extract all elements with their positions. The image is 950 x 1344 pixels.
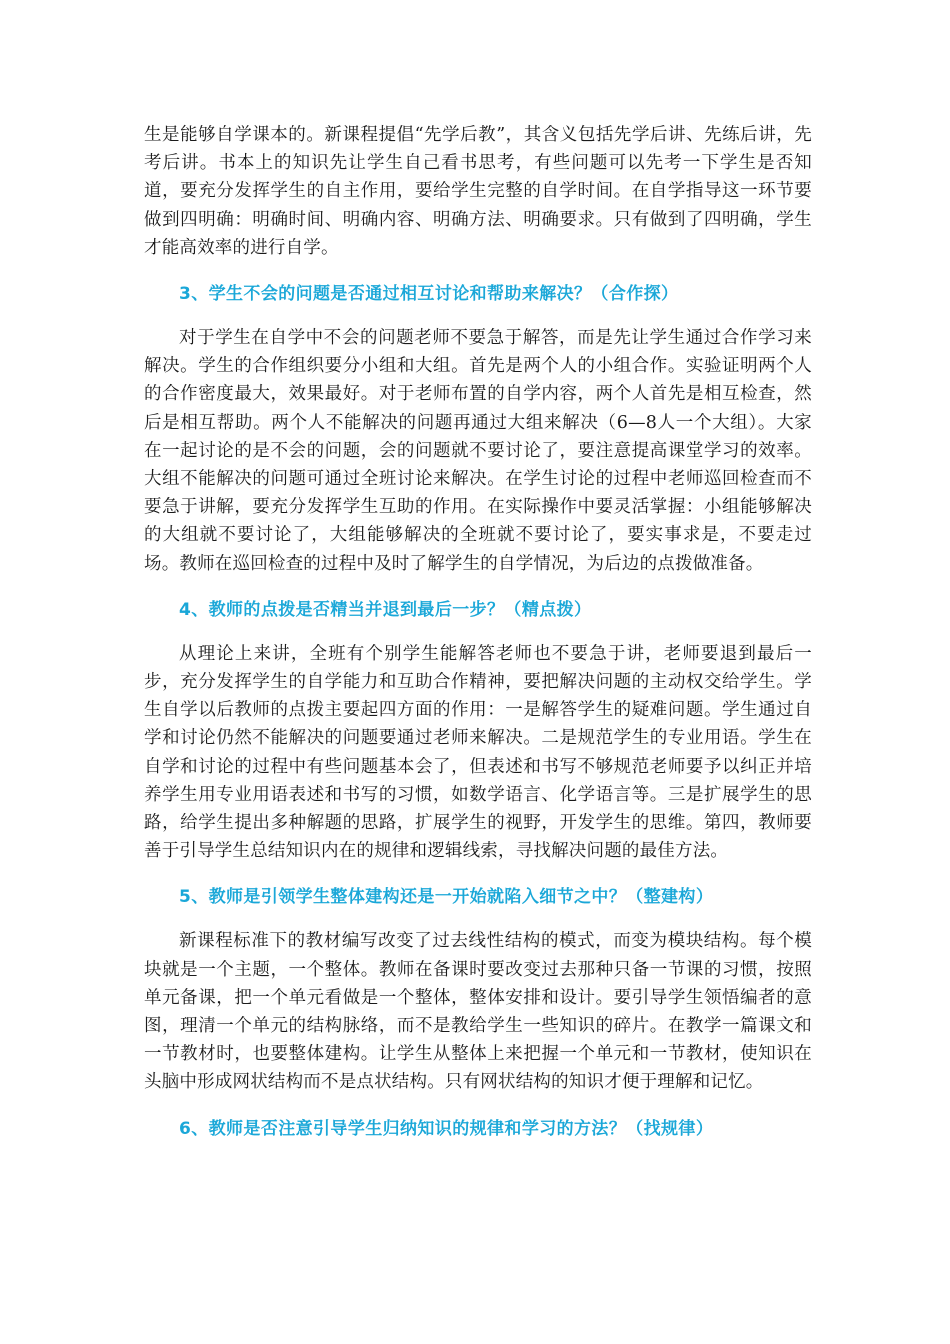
- paragraph-self-study: 生是能够自学课本的。新课程提倡“先学后教”，其含义包括先学后讲、先练后讲，先考后讲。书本上的知识先让学生自己看书思考，有些问题可以先考一下学生是否知道，要充分发挥学生的自主作用，要给学生完整的自学时间。在自学指导这一环节要做到四明确：明确时间、明确内容、明确方法、明确要求。只有做到了四明确，学生才能高效率的进行自学。: [144, 125, 812, 258]
- heading-teacher-guidance: 4、教师的点拨是否精当并退到最后一步？（精点拨）: [179, 599, 592, 620]
- heading-find-patterns: 6、教师是否注意引导学生归纳知识的规律和学习的方法？（找规律）: [179, 1118, 714, 1139]
- spacer: [144, 865, 812, 883]
- paragraph-teacher-guidance: 从理论上来讲，全班有个别学生能解答老师也不要急于讲，老师要退到最后一步，充分发挥学生的自学能力和互助合作精神，要把解决问题的主动权交给学生。学生自学以后教师的点拨主要起四方面的作用：一是解答学生的疑难问题。学生通过自学和讨论仍然不能解决的问题要通过老师来解决。二是规范学生的专业用语。学生在自学和讨论的过程中有些问题基本会了，但表述和书写不够规范老师要予以纠正并培养学生用专业用语表述和书写的习惯，如数学语言、化学语言等。三是扩展学生的思路，给学生提出多种解题的思路，扩展学生的视野，开发学生的思维。第四，教师要善于引导学生总结知识内在的规律和逻辑线索，寻找解决问题的最佳方法。: [144, 643, 812, 862]
- spacer: [144, 262, 812, 280]
- spacer: [144, 308, 812, 324]
- spacer: [144, 1097, 812, 1115]
- paragraph-holistic-construction: 新课程标准下的教材编写改变了过去线性结构的模式，而变为模块结构。每个模块就是一个主题，一个整体。教师在备课时要改变过去那种只备一节课的习惯，按照单元备课，把一个单元看做是一个整体，整体安排和设计。要引导学生领悟编者的意图，理清一个单元的结构脉络，而不是教给学生一些知识的碎片。在教学一篇课文和一节教材时，也要整体建构。让学生从整体上来把握一个单元和一节教材，使知识在头脑中形成网状结构而不是点状结构。只有网状结构的知识才便于理解和记忆。: [144, 931, 812, 1093]
- spacer: [144, 624, 812, 640]
- spacer: [144, 578, 812, 596]
- heading-holistic-construction: 5、教师是引领学生整体建构还是一开始就陷入细节之中？（整建构）: [179, 887, 714, 908]
- spacer: [144, 911, 812, 927]
- heading-cooperative-inquiry: 3、学生不会的问题是否通过相互讨论和帮助来解决？（合作探）: [179, 284, 679, 305]
- paragraph-cooperative-inquiry: 对于学生在自学中不会的问题老师不要急于解答，而是先让学生通过合作学习来解决。学生的合作组织要分小组和大组。首先是两个人的小组合作。实验证明两个人的合作密度最大，效果最好。对于老师布置的自学内容，两个人首先是相互检查，然后是相互帮助。两个人不能解决的问题再通过大组来解决（6—8人一个大组）。大家在一起讨论的是不会的问题，会的问题就不要讨论了，要注意提高课堂学习的效率。大组不能解决的问题可通过全班讨论来解决。在学生讨论的过程中老师巡回检查而不要急于讲解，要充分发挥学生互助的作用。在实际操作中要灵活掌握：小组能够解决的大组就不要讨论了，大组能够解决的全班就不要讨论了，要实事求是，不要走过场。教师在巡回检查的过程中及时了解学生的自学情况，为后边的点拨做准备。: [144, 328, 812, 574]
- document-page: [144, 121, 812, 1143]
